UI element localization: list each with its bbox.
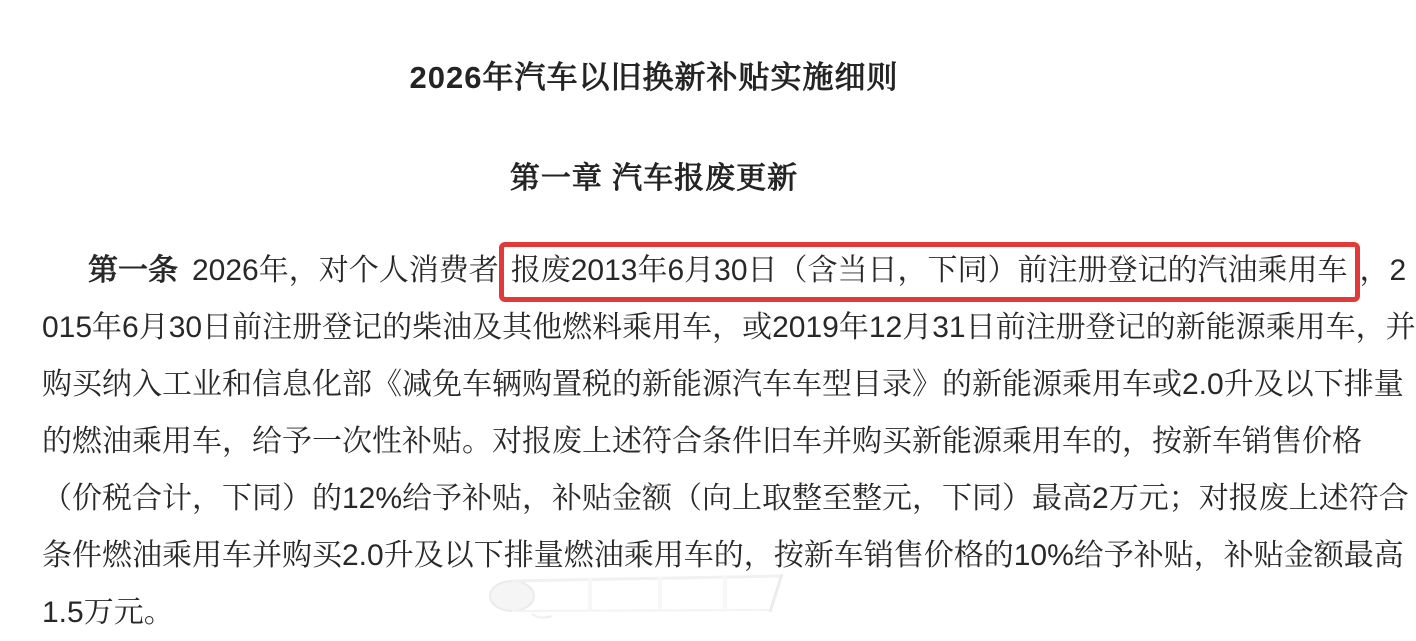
paragraph-line-7: 1.5万元。 [42,596,174,629]
paragraph-line-6: 条件燃油乘用车并购买2.0升及以下排量燃油乘用车的，按新车销售价格的10%给予补贴，补贴金额最高 [42,539,1404,572]
article-paragraph [42,242,1416,641]
highlight-box [499,242,1360,302]
paragraph-line-3: 购买纳入工业和信息化部《减免车辆购置税的新能源汽车车型目录》的新能源乘用车或2.0升及以下排量 [42,368,1404,401]
article-number: 第一条 [88,254,178,287]
paragraph-line-4: 的燃油乘用车，给予一次性补贴。对报废上述符合条件旧车并购买新能源乘用车的，按新车销售价格 [42,425,1362,458]
highlighted-text: 报废2013年6月30日（含当日，下同）前注册登记的汽油乘用车 [510,254,1348,287]
document-title: 2026年汽车以旧换新补贴实施细则 [409,60,899,95]
line1-pre-text: 2026年，对个人消费者 [192,254,499,287]
paragraph-line-2: 015年6月30日前注册登记的柴油及其他燃料乘用车，或2019年12月31日前注册登记的新能源乘用车，并 [42,311,1416,344]
line1-post-text: ，2 [1359,254,1407,287]
paragraph-line-5: （价税合计，下同）的12%给予补贴，补贴金额（向上取整至整元，下同）最高2万元；对报废上述符合 [42,482,1409,515]
paragraph-line-1 [42,242,1407,299]
chapter-heading: 第一章 汽车报废更新 [509,162,799,195]
